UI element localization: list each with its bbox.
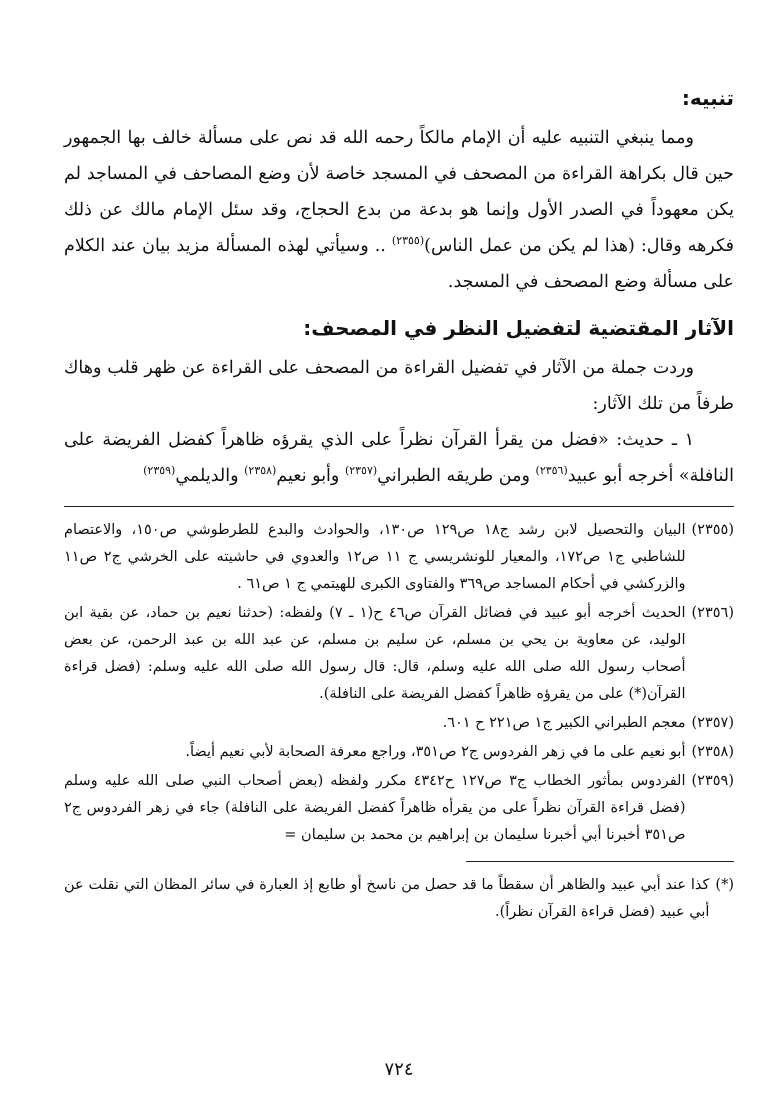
editor-note-item: (*) كذا عند أبي عبيد والظاهر أن سقطاً ما قد حصل من ناسخ أو طابع إذ العبارة في سائر المظان التي نقلت عن أبي عبيد (فضل قراءة القرآن نظراً). (64, 877, 734, 920)
paragraph-notice: ومما ينبغي التنبيه عليه أن الإمام مالكاً رحمه الله قد نص على مسألة خالف بها الجمهور حين قال بكراهة القراءة من المصحف في المسجد خاصة لأن وضع المصاحف في المساجد لم يكن معهوداً في الصدر الأول وإنما هو بدعة من بدع الحجاج، وقد سئل الإمام مالك عن ذلك فكرهه وقال: (هذا لم يكن من عمل الناس)$^{(٢٣٥٥)}$ .. وسيأتي لهذه المسألة مزيد بيان عند الكلام على مسألة وضع المصحف في المسجد. (64, 128, 734, 292)
section-heading-notice: تنبيه: (681, 86, 734, 110)
footnote-item: (٢٣٥٦) الحديث أخرجه أبو عبيد في فضائل القرآن ص٤٦ ح(١ ـ ٧) ولفظه: (حدثنا نعيم بن حماد، عن بقية ابن الوليد، عن معاوية بن يحي بن مسلم، عن سليم بن مسلم، عن عبد الله بن عبد الرحمن، عن بعض أصحاب رسول الله صلى الله عليه وسلم، قال: قال رسول الله صلى الله عليه وسلم: (فضل قراءة القرآن(*) على من يقرؤه ظاهراً كفضل الفريضة على النافلة). (64, 605, 734, 702)
main-text-block-2 (64, 350, 734, 494)
footnote-ref-2359[interactable]: (٢٣٥٩) (143, 464, 176, 478)
footnote-item: (٢٣٥٧) معجم الطبراني الكبير ج١ ص٢٢١ ح ٦٠١. (442, 715, 734, 731)
editor-notes-list (64, 872, 734, 926)
footnote-item: (٢٣٥٥) البيان والتحصيل لابن رشد ج١٨ ص١٢٩ ص١٣٠، والحوادث والبدع للطرطوشي ص١٥٠، والاعتصام للشاطبي ج١ ص١٧٢، والمعيار للونشريسي ج ١١ ص١٢ والعدوي في حاشيته على الخرشي ج٢ ص١١ والزركشي في أحكام المساجد ص٣٦٩ والفتاوى الكبرى للهيتمي ج ١ ص٦١ . (64, 522, 734, 592)
page-number: ٧٢٤ (384, 1059, 414, 1080)
footnote-item: (٢٣٥٩) الفردوس بمأثور الخطاب ج٣ ص١٢٧ ح٤٣٤٢ مكرر ولفظه (بعض أصحاب النبي صلى الله عليه وسلم (فضل قراءة القرآن نظراً على من يقرأه ظاهراً كفضل الفريضة على النافلة) جاء في زهر الفردوس ج٢ ص٣٥١ أخبرنا أبي أخبرنا سليمان بن إبراهيم بن محمد بن سليمان = (64, 773, 734, 843)
document-page (64, 70, 734, 1080)
footnotes-list (64, 517, 734, 849)
main-text-block-1 (64, 120, 734, 300)
editor-note-divider (466, 861, 734, 862)
paragraph-hadith-1: ١ ـ حديث: «فضل من يقرأ القرآن نظراً على الذي يقرؤه ظاهراً كفضل الفريضة على النافلة» أخرجه أبو عبيد$^{(٢٣٥٦)}$ ومن طريقه الطبراني$^{(٢٣٥٧)}$ وأبو نعيم$^{(٢٣٥٨)}$ والديلمي$^{(٢٣٥٩)}$ (64, 430, 734, 486)
footnote-ref-2356[interactable]: (٢٣٥٦) (535, 464, 568, 478)
footnote-ref-2357[interactable]: (٢٣٥٧) (344, 464, 378, 478)
footnote-divider (64, 506, 734, 507)
paragraph-intro: وردت جملة من الآثار في تفضيل القراءة من المصحف على القراءة عن ظهر قلب وهاك طرفاً من تلك الآثار: (64, 358, 734, 414)
footnote-item: (٢٣٥٨) أبو نعيم على ما في زهر الفردوس ج٢ ص٣٥١، وراجع معرفة الصحابة لأبي نعيم أيضاً. (185, 744, 734, 760)
footnote-ref-2358[interactable]: (٢٣٥٨) (244, 464, 277, 478)
footnote-ref-2355[interactable]: (٢٣٥٥) (391, 234, 425, 248)
section-heading-athar: الآثار المقتضية لتفضيل النظر في المصحف: (303, 316, 734, 340)
